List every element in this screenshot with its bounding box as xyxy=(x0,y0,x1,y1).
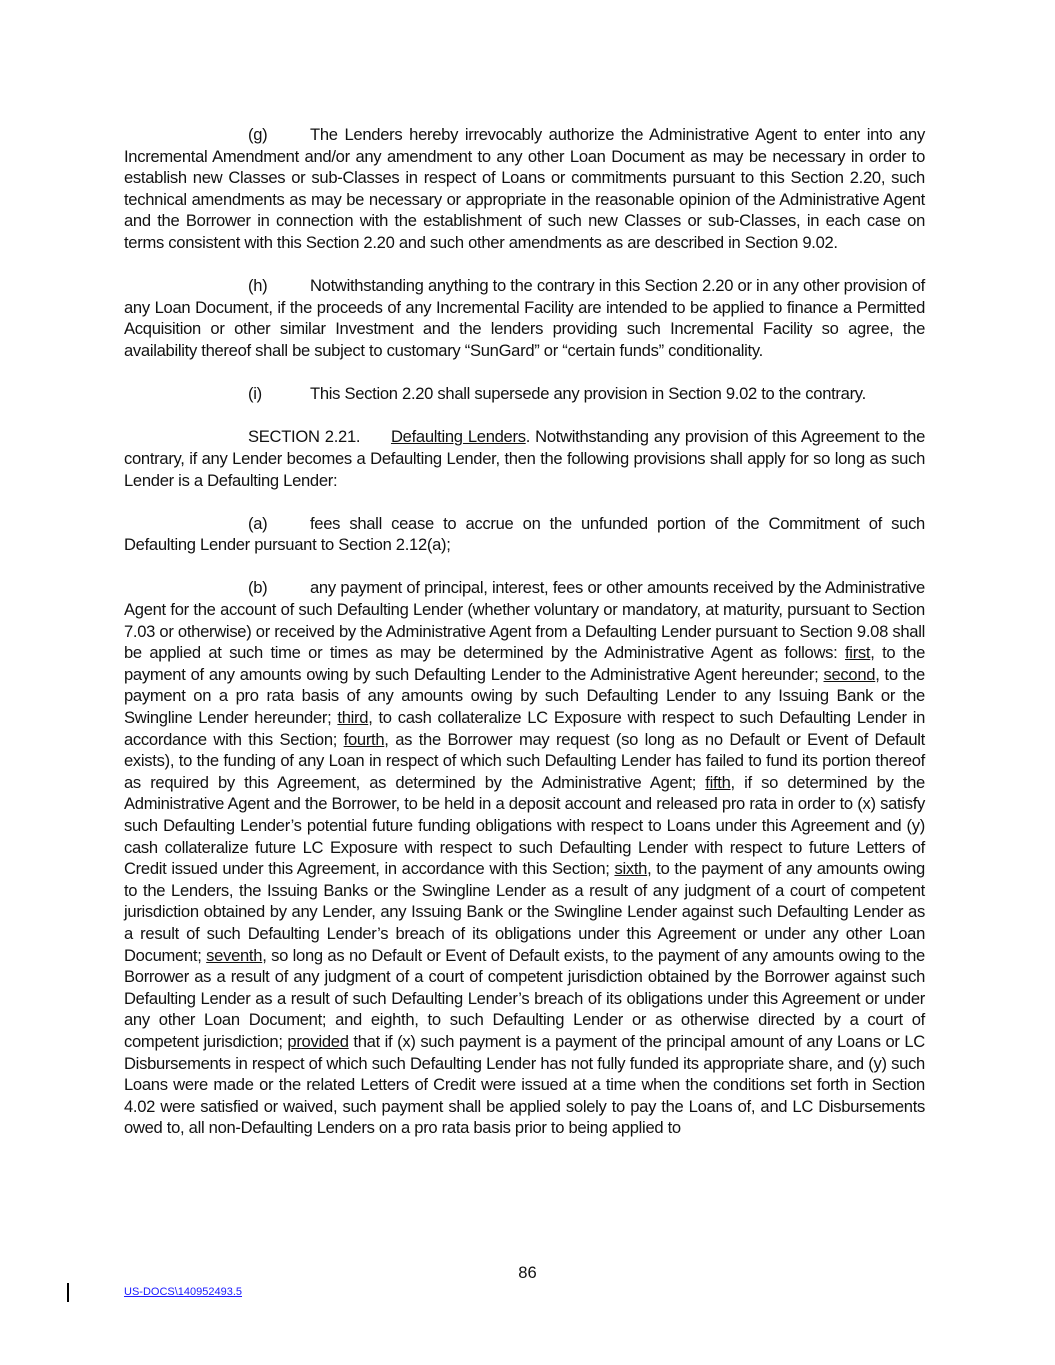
underlined-term: seventh xyxy=(206,945,263,965)
paragraph-i xyxy=(124,383,925,405)
paragraph-label: (a) xyxy=(248,513,268,533)
paragraph-text: , to the payment of any amounts owing by such Defaulting Lender to the Administrative Agent hereunder; xyxy=(124,643,926,684)
paragraph-b xyxy=(124,577,925,1138)
paragraph-h xyxy=(124,275,925,361)
paragraph-label: (b) xyxy=(248,578,268,598)
paragraph-text: This Section 2.20 shall supersede any provision in Section 9.02 to the contrary. xyxy=(310,384,866,404)
paragraph-a xyxy=(124,513,925,556)
paragraph-text: , to cash collateralize LC Exposure with respect to such Defaulting Lender in accordance with this Section; xyxy=(124,708,926,749)
paragraph-text: , if so determined by the Administrative Agent and the Borrower, to be held in a deposit account and released pro rata in order to (x) satisfy such Defaulting Lender’s potential future funding obligations with respect to Loans under this Agreement and (y) cash collateralize future LC Exposure with respect to such Defaulting Lender with respect to future Letters of Credit issued under this Agreement, in accordance with this Section; xyxy=(124,772,925,879)
section-2-21 xyxy=(124,426,925,491)
underlined-term: fifth xyxy=(705,772,731,792)
paragraph-text: Notwithstanding anything to the contrary in this Section 2.20 or in any other provision of any Loan Document, if the proceeds of any Incremental Facility are intended to be applied to finance a Permitted Acquisition or other similar Investment and the lenders providing such Incremental Facility so agree, the availability thereof shall be subject to customary “SunGard” or “certain funds” conditionality. xyxy=(124,276,925,360)
paragraph-g xyxy=(124,124,925,254)
underlined-term: sixth xyxy=(614,859,648,879)
paragraph-text: , to the payment on a pro rata basis of any amounts owing by such Defaulting Lender to any Issuing Bank or the Swingline Lender hereunder; xyxy=(124,664,925,728)
paragraph-text: any payment of principal, interest, fees or other amounts received by the Administrative Agent for the account of such Defaulting Lender (whether voluntary or mandatory, at maturity, pursuant to Section 7.03 or otherwise) or received by the Administrative Agent from a Defaulting Lender pursuant to Section 9.08 shall be applied at such time or times as may be determined by the Administrative Agent as follows: xyxy=(124,578,925,663)
paragraph-text: , so long as no Default or Event of Default exists, to the payment of any amounts owing to the Borrower as a result of any judgment of a court of competent jurisdiction obtained by the Borrower against such Defaulting Lender as a result of such Defaulting Lender’s breach of its obligations under this Agreement or under any other Loan Document; and eighth, to such Defaulting Lender or as otherwise directed by a court of competent jurisdiction; xyxy=(124,945,925,1051)
revision-change-bar xyxy=(67,1283,69,1302)
underlined-term: third xyxy=(337,708,369,728)
document-body xyxy=(124,124,925,1161)
paragraph-text: fees shall cease to accrue on the unfunded portion of the Commitment of such Defaulting Lender pursuant to Section 2.12(a); xyxy=(124,513,925,555)
section-number: SECTION 2.21. xyxy=(248,427,361,447)
paragraph-text: , to the payment of any amounts owing to the Lenders, the Issuing Banks or the Swingline Lender as a result of any judgment of a court of competent jurisdiction obtained by any Lender, any Issuing Bank or the Swingline Lender against such Defaulting Lender as a result of such Defaulting Lender’s breach of its obligations under this Agreement or under any other Loan Document; xyxy=(124,859,925,965)
document-id-link[interactable]: US-DOCS\140952493.5 xyxy=(124,1286,243,1298)
paragraph-label: (g) xyxy=(248,125,268,144)
underlined-term: provided xyxy=(287,1031,349,1051)
paragraph-text: , as the Borrower may request (so long as no Default or Event of Default exists), to the funding of any Loan in respect of which such Defaulting Lender has failed to fund its portion thereof as required by this Agreement, as determined by the Administrative Agent; xyxy=(124,729,925,792)
underlined-term: second xyxy=(823,664,876,684)
paragraph-text: that if (x) such payment is a payment of the principal amount of any Loans or LC Disbursements in respect of which such Defaulting Lender has not fully funded its appropriate share, and (y) such Loans were made or the related Letters of Credit were issued at a time when the conditions set forth in Section 4.02 were satisfied or waived, such payment shall be applied solely to pay the Loans of, and LC Disbursements owed to, all non-Defaulting Lenders on a pro rata basis prior to being applied to xyxy=(124,1031,925,1138)
section-heading: Defaulting Lenders xyxy=(390,427,526,447)
paragraph-label: (i) xyxy=(248,384,262,404)
paragraph-label: (h) xyxy=(248,276,268,296)
underlined-term: first xyxy=(845,643,871,663)
paragraph-text: The Lenders hereby irrevocably authorize the Administrative Agent to enter into any Incremental Amendment and/or any amendment to any other Loan Document as may be necessary in order to establish new Classes or sub-Classes in respect of Loans or commitments pursuant to this Section 2.20, such technical amendments as may be necessary or appropriate in the reasonable opinion of the Administrative Agent and the Borrower in connection with the establishment of such new Classes or sub-Classes, in each case on terms consistent with this Section 2.20 and such other amendments as are described in Section 9.02. xyxy=(124,125,925,252)
underlined-term: fourth xyxy=(343,729,385,749)
section-text: . Notwithstanding any provision of this Agreement to the contrary, if any Lender becomes a Defaulting Lender, then the following provisions shall apply for so long as such Lender is a Defaulting Lender: xyxy=(124,427,925,490)
page-number: 86 xyxy=(518,1263,537,1282)
